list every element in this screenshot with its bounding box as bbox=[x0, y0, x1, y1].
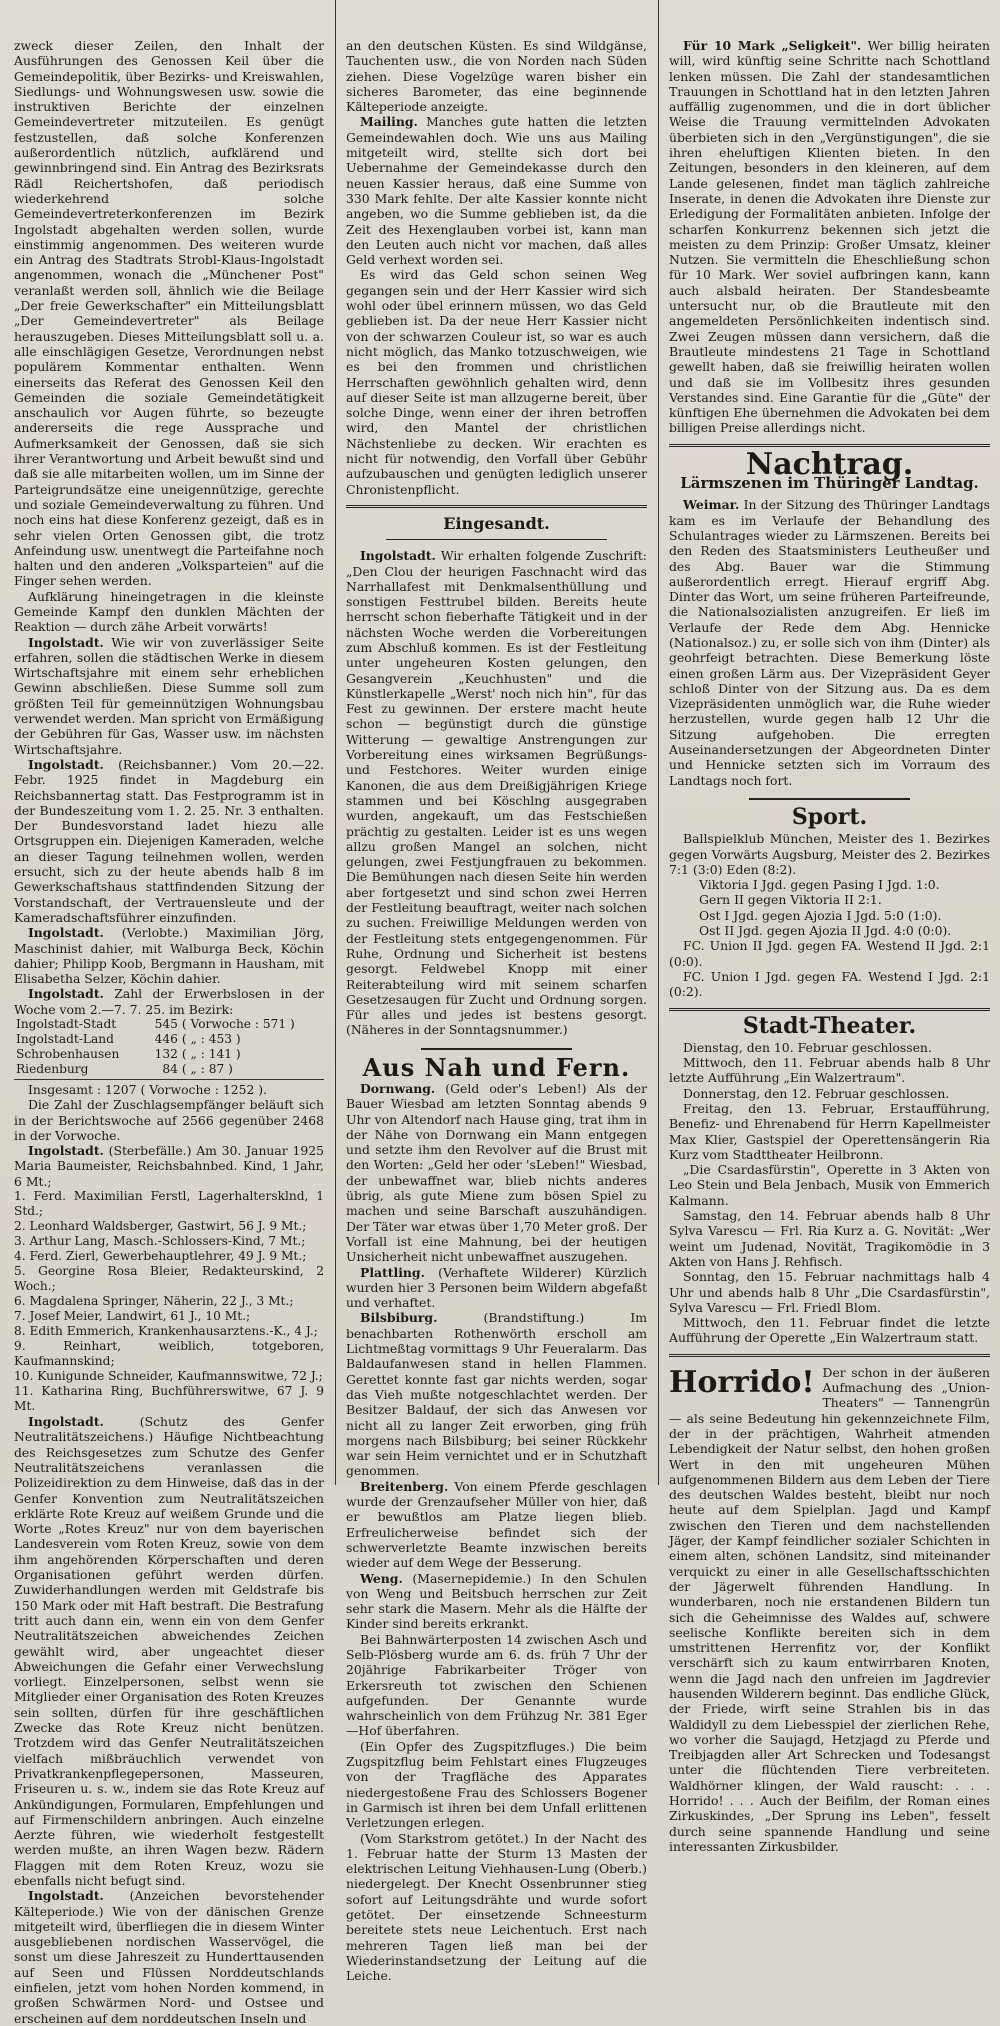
list-item: 8. Edith Emmerich, Krankenhausarztens.-K., 4 J.; bbox=[14, 1324, 318, 1339]
article-lead: Ingolstadt. bbox=[28, 1414, 104, 1430]
section-heading-stadt-theater: Stadt-Theater. bbox=[742, 1012, 917, 1039]
article-lead: Ingolstadt. bbox=[28, 634, 104, 650]
list-item: 4. Ferd. Zierl, Gewerbehauptlehrer, 49 J. 9 Mt.; bbox=[14, 1249, 307, 1264]
section-heading-eingesandt: Eingesandt. bbox=[443, 513, 550, 533]
table-row bbox=[14, 1062, 324, 1077]
article-lead: Plattling. bbox=[360, 1264, 425, 1280]
article-lead: Ingolstadt. bbox=[28, 925, 104, 941]
list-item: Freitag, den 13. Februar, Erstaufführung, Benefiz- und Ehrenabend für Herrn Kapellmeister Max Klier, Gastspiel der Operettensängerin Ria Kurz vom Stadttheater Heilbronn. bbox=[669, 1101, 990, 1162]
table-cell: Ingolstadt-Land bbox=[16, 1032, 114, 1046]
article-text: (Schutz des Genfer Neutralitätszeichens.) Häufige Nichtbeachtung des Reichsgesetzes zum Schutze des Genfer Neutralitätszeichens veranlassen die Polizeidirektion zu dem Hinweise, daß das in der Genfer Konvention zum Neutralitätszeichen erklärte Rote Kreuz auf weißem Grunde und die Worte „Rotes Kreuz" nur von dem bayerischen Landesverein vom Roten Kreuz, sowie von dem ihm angehörenden Körperschaften und deren Organisationen geführt werden dürfen. Zuwiderhandlungen werden mit Geldstrafe bis 150 Mark oder mit Haft bestraft. Die Bestrafung tritt auch dann ein, wenn ein von dem Genfer Neutralitätszeichen abweichendes Zeichen gewählt wird, aber ungeachtet dieser Abweichungen die Gefahr einer Verwechslung vorliegt. Einzelpersonen, selbst wenn sie Mitglieder einer Organisation des Roten Kreuzes sein sollten, dürfen für ihre geschäftlichen Zwecke das Rote Kreuz nicht benützen. Trotzdem wird das Genfer Neutralitätszeichen vielfach mißbräuchlich verwendet von Privatkrankenpflegepersonen, Masseuren, Friseuren u. s. w., indem sie das Rote Kreuz auf Ankündigungen, Formularen, Empfehlungen und auf Firmenschildern anbringen. Auch einzelne Aerzte führen, wie wiederholt festgestellt werden mußte, an ihren Wagen bezw. Rädern Flaggen mit dem Roten Kreuz, wozu sie ebenfalls nicht befugt sind. bbox=[14, 1414, 324, 1888]
article-text: Manches gute hatten die letzten Gemeindewahlen doch. Wie uns aus Mailing mitgeteilt wird, stellte sich dort bei Uebernahme der Gemeindekasse durch den neuen Kassier heraus, daß eine Summe von 330 Mark fehlte. Der alte Kassier konnte nicht angeben, wo die Summe geblieben ist, da die Zeit des Hexenglauben vorbei ist, kann man den Leuten auch nicht vor machen, daß alles Geld verhext worden sei. bbox=[346, 114, 647, 268]
table-row bbox=[14, 1047, 324, 1062]
article-text: Ballspielklub München, Meister des 1. Bezirkes gegen Vorwärts Augsburg, Meister des 2. Bezirkes 7:1 (3:0) Eden (8:2). bbox=[669, 831, 990, 877]
list-item: 1. Ferd. Maximilian Ferstl, Lagerhaltersklnd, 1 Std.; bbox=[14, 1189, 324, 1219]
list-item: 10. Kunigunde Schneider, Kaufmannswitwe, 72 J.; bbox=[14, 1369, 323, 1384]
list-item: 5. Georgine Rosa Bleier, Redakteurskind, 2 Woch.; bbox=[14, 1264, 324, 1294]
article-text: FC. Union I Jgd. gegen FA. Westend I Jgd. 2:1 (0:2). bbox=[669, 968, 990, 1000]
list-item: Samstag, den 14. Februar abends halb 8 Uhr Sylva Varescu — Frl. Ria Kurz a. G. Novität: „Wer weint um Judenad, Novität, Tragikomödie in 3 Akten von Hans J. Rehfisch. bbox=[669, 1208, 990, 1269]
column-right bbox=[658, 0, 1000, 1854]
article-text: Zahl der Erwerbslosen in der Woche vom 2.—7. 7. 25. im Bezirk: bbox=[14, 986, 324, 1017]
article-text: (Vom Starkstrom getötet.) In der Nacht des 1. Februar hatte der Sturm 13 Masten der elektrischen Leitung Viehhausen-Lung (Oberb.) niedergelegt. Der Knecht Ossenbrunner stieg sofort auf Leitungsdrähte und wurde sofort getötet. Der einsetzende Schneesturm bereitete stets neue Leichentuch. Erst nach mehreren Tagen ließ man bei der Wiederinstandsetzung der Leitung auf die Leiche. bbox=[346, 1830, 647, 1984]
article-text: Wer billig heiraten will, wird künftig seine Schritte nach Schottland lenken müssen. Die Zahl der standesamtlichen Trauungen in Schottland hat in den letzten Jahren auffällig zugenommen, und die in dort üblicher Weise die Trauung vermittelnden Advokaten überbieten sich in den „Vergünstigungen", die sie ihren eheluftigen Klienten bieten. In den Zeitungen, besonders in den kleineren, auf dem Lande gelesenen, findet man täglich zahlreiche Inserate, in denen die Advokaten ihre Dienste zur Erledigung der Formalitäten anbieten. Infolge der scharfen Konkurrenz bekennen sich jetzt die meisten zu dem Prinzip: Großer Umsatz, kleiner Nutzen. Sie vermitteln die Eheschließung schon für 10 Mark. Wer soviel aufbringen kann, kann auch alsbald heiraten. Der Standesbeamte untersucht nur, ob die Brautleute mit den angemeldeten Persönlichkeiten indentisch sind. Zwei Zeugen müssen dann versichern, daß die Brautleute mindestens 21 Tage in Schottland gewellt haben, daß sie freiwillig heiraten wollen und daß sie im Vollbesitz ihres gesunden Verstandes sind. Eine Garantie für die „Güte" der künftigen Ehe übernehmen die Advokaten bei dem billigen Preise allerdings nicht. bbox=[669, 38, 990, 436]
article-text: (Reichsbanner.) Vom 20.—22. Febr. 1925 findet in Magdeburg ein Reichsbannertag statt. Das Festprogramm ist in der Bundeszeitung vom 1. 2. 25. Nr. 3 enthalten. Der Bundesvorstand ladet hiezu alle Ortsgruppen ein. Diejenigen Kameraden, welche an dieser Tagung teilnehmen wollen, werden ersucht, sich zu der heute abends halb 8 im Gewerkschaftshaus stattfindenden Sitzung der Vorstandschaft, der Vertrauensleute und der Kameradschaftsführer einzufinden. bbox=[14, 756, 324, 925]
table-cell: 446 bbox=[154, 1032, 178, 1046]
section-heading-nachtrag: Nachtrag. bbox=[745, 446, 914, 482]
table-cell: ( „ : 141 ) bbox=[181, 1047, 241, 1061]
list-item: Donnerstag, den 12. Februar geschlossen. bbox=[683, 1085, 950, 1101]
article-lead: Weng. bbox=[360, 1570, 403, 1586]
table-cell: ( Vorwoche : 571 ) bbox=[181, 1017, 295, 1031]
table-cell: 545 bbox=[154, 1017, 178, 1031]
article-text: zweck dieser Zeilen, den Inhalt der Ausführungen des Genossen Keil über die Gemeindepolitik, über Bezirks- und Kreiswahlen, Siedlungs- und Wohnungswesen usw. sowie die instruktiven Berichte der einzelnen Gemeindevertreter mitzuteilen. Es genügt festzustellen, daß solche Konferenzen außerordentlich nützlich, aufklärend und gewinnbringend sind. Ein Antrag des Bezirksrats Rädl Reichertshofen, daß periodisch wiederkehrend solche Gemeindevertreterkonferenzen im Bezirk Ingolstadt abgehalten werden sollen, wurde einstimmig angenommen. Des weiteren wurde ein Antrag des Stadtrats Strobl-Klaus-Ingolstadt angenommen, wonach die „Münchener Post" veranlaßt werden soll, ähnlich wie die Beilage „Der freie Gewerkschafter" ein Mitteilungsblatt „Der Gemeindevertreter" als Beilage herauszugeben. Dieses Mitteilungsblatt soll u. a. alle einschlägigen Gesetze, Verordnungen nebst populärem Kommentar enthalten. Wenn einerseits das Referat des Genossen Keil den Gemeinden die soziale Gemeindetätigkeit anschaulich vor Augen führte, so bezeugte andererseits die rege Aussprache und Aufmerksamkeit der Genossen, daß sie sich ihrer Verantwortung und Arbeit bewußt sind und daß sie alle mitarbeiten wollen, um im Sinne der Parteigrundsätze eine uneigennützige, gerechte und soziale Gemeindeverwaltung zu führen. Und noch eins hat diese Konferenz gezeigt, daß es in sehr vielen Orten Genossen gibt, die trotz Anfeindung usw. unentwegt die Parteifahne noch halten und den anderen „Volksparteien" auf die Finger sehen werden. bbox=[14, 38, 324, 589]
article-text: Wie wir von zuverlässiger Seite erfahren, sollen die städtischen Werke in diesem Wirtschaftsjahre mit einem sehr erheblichen Gewinn abschließen. Diese Summe soll zum größten Teil für gemeinnützigen Wohnungsbau verwendet werden. Man spricht von Ermäßigung der Gebühren für Gas, Wasser usw. im nächsten Wirtschaftsjahre. bbox=[14, 634, 324, 757]
article-text: (Geld oder's Leben!) Als der Bauer Wiesbad am letzten Sonntag abends 9 Uhr von Altendorf nach Hause ging, trat ihm in der Nähe von Dornwang ein Mann entgegen und setzte ihm den Revolver auf die Brust mit den Worten: „Geld her oder 'sLeben!" Wiesbad, der unbewaffnet war, blieb nichts anderes übrig, als gute Miene zum bösen Spiel zu machen und seine Barschaft auszuhändigen. Der Täter war etwas über 1,70 Meter groß. Der Vorfall ist eine Mahnung, bei der heutigen Unsicherheit nicht unbewaffnet auszugehen. bbox=[346, 1081, 647, 1265]
article-text: Bei Bahnwärterposten 14 zwischen Asch und Selb-Plösberg wurde am 6. ds. früh 7 Uhr der 20jährige Fabrikarbeiter Tröger von Erkersreuth tot zwischen den Schienen aufgefunden. Der Genannte wurde wahrscheinlich von dem Frühzug Nr. 381 Eger—Hof überfahren. bbox=[346, 1631, 647, 1739]
list-item: 2. Leonhard Waldsberger, Gastwirt, 56 J. 9 Mt.; bbox=[14, 1219, 307, 1234]
article-text: (Ein Opfer des Zugspitzfluges.) Die beim Zugspitzflug beim Fehlstart eines Flugzeuges von der Tragfläche des Apparates niedergestoßene Frau des Schlossers Bogener in Garmisch ist ihren bei dem Unfall erlittenen Verletzungen erlegen. bbox=[346, 1738, 647, 1831]
article-text: Aufklärung hineingetragen in die kleinste Gemeinde Kampf den dunklen Mächten der Reaktion — durch zähe Arbeit vorwärts! bbox=[14, 588, 324, 635]
article-lead: Ingolstadt. bbox=[360, 548, 436, 564]
table-cell: Riedenburg bbox=[16, 1062, 89, 1076]
list-item: Viktoria I Jgd. gegen Pasing I Jgd. 1:0. bbox=[699, 877, 940, 893]
article-text: In der Sitzung des Thüringer Landtags kam es im Verlaufe der Behandlung des Schulantrages wieder zu Lärmszenen. Bereits bei den Reden des Staatsministers Leutheußer und des Abg. Bauer war die Stimmung außerordentlich erregt. Hierauf ergriff Abg. Dinter das Wort, um seine früheren Parteifreunde, die Nationalsozialisten anzugreifen. Er ließ im Verlaufe der Rede dem Abg. Hennicke (Nationalsoz.) zu, er solle sich von ihm (Dinter) als geohrfeigt betrachten. Diese Bemerkung löste einen großen Lärm aus. Der Vizepräsident Geyer schloß Dinter von der Sitzung aus. Da es dem Vizepräsidenten unmöglich war, die Ruhe wieder herzustellen, wurde gegen halb 12 Uhr die Sitzung aufgehoben. Die erregten Auseinandersetzungen der Abgeordneten Dinter und Hennicke setzten sich im Vorraum des Landtags noch fort. bbox=[669, 497, 990, 788]
table-row bbox=[14, 1017, 324, 1032]
section-heading-aus-nah-und-fern: Aus Nah und Fern. bbox=[362, 1052, 631, 1082]
table-cell: ( „ : 453 ) bbox=[181, 1032, 241, 1046]
table-row bbox=[14, 1032, 324, 1047]
table-cell: Schrobenhausen bbox=[16, 1047, 120, 1061]
list-item: 11. Katharina Ring, Buchführerswitwe, 67 J. 9 Mt. bbox=[14, 1384, 324, 1414]
section-divider bbox=[749, 798, 910, 800]
article-lead: Ingolstadt. bbox=[28, 756, 104, 772]
table-cell: Ingolstadt-Stadt bbox=[16, 1017, 117, 1031]
article-text: FC. Union II Jgd. gegen FA. Westend II Jgd. 2:1 (0:0). bbox=[669, 938, 990, 969]
section-divider bbox=[669, 1354, 990, 1357]
article-text: Es wird das Geld schon seinen Weg gegangen sein und der Herr Kassier wird sich wohl oder übel erinnern müssen, wo das Geld geblieben ist. Da der neue Herr Kassier nicht von der schwarzen Couleur ist, so war es auch nicht möglich, das Manko totzuschweigen, wie es bei den frommen und christlichen Herrschaften gewöhnlich gehalten wird, denn auf dieser Seite ist man allzugerne bereit, über solche Dinge, wenn einer der ihren betroffen wird, den Mantel der christlichen Nächstenliebe zu decken. Wir erachten es nicht für notwendig, den Vorfall über Gebühr aufzubauschen und genügten lediglich unserer Chronistenpflicht. bbox=[346, 267, 647, 497]
section-divider bbox=[669, 1008, 990, 1011]
list-item: Dienstag, den 10. Februar geschlossen. bbox=[683, 1039, 932, 1055]
article-lead: Mailing. bbox=[360, 114, 418, 130]
article-text: Wir erhalten folgende Zuschrift: „Den Clou der heurigen Faschnacht wird das Narrhallafest mit Denkmalsenthüllung und sonstigen Festtrubel bilden. Bereits heute herrscht schon fieberhafte Tätigkeit und in der nächsten Woche werden die Vorbereitungen zum Abschluß kommen. Es ist der Festleitung unter ungeheuren Kosten gelungen, den Gesangverein „Keuchhusten" und die Künstlerkapelle „Werst' noch nich hin", für das Fest zu gewinnen. Der erstere macht heute schon — begünstigt durch die günstige Witterung — gewaltige Anstrengungen zur Vorbereitung eines wirksamen Begrüßungs- und Festchores. Weiter wurden einige Kanonen, die aus dem Dreißigjährigen Kriege stammen und bei Köschlng ausgegraben wurden, angekauft, um das Festschießen prächtig zu gestalten. Leider ist es uns wegen allzu großen Mangel an solchen, nicht gelungen, zwei Festjungfrauen zu bekommen. Die Bemühungen nach diesen Seite hin werden aber fortgesetzt und sind schon zwei Herren der Festleitung beauftragt, weiter nach solchen zu suchen. Freiwillige Meldungen werden von der Festleitung stets entgegengenommen. Für Ruhe, Ordnung und Sicherheit ist bestens gesorgt. Feldwebel Knopp mit einer Reiterabteilung wird mit seinem scharfen Gesetzesaugen für Zucht und Ordnung sorgen. Für alles und jedes ist bestens gesorgt. (Näheres in der Sonntagsnummer.) bbox=[346, 548, 647, 1038]
list-item: Gern II gegen Viktoria II 2:1. bbox=[699, 892, 882, 908]
article-text: Von einem Pferde geschlagen wurde der Grenzaufseher Müller von hier, daß er bewußtlos am Platze liegen blieb. Erfreulicherweise befindet sich der schwerverletzte Beamte inzwischen bereits wieder auf dem Wege der Besserung. bbox=[346, 1478, 647, 1571]
horrido-article bbox=[669, 1365, 990, 1855]
article-lead: Ingolstadt. bbox=[28, 1143, 104, 1159]
article-lead: Für 10 Mark „Seligkeit". bbox=[683, 38, 862, 53]
article-text: (Verlobte.) Maximilian Jörg, Maschinist dahier, mit Walburga Beck, Köchin dahier; Philipp Koob, Bergmann in Hausham, mit Elisabetha Selzer, Köchin dahier. bbox=[14, 925, 324, 987]
list-item: Sonntag, den 15. Februar nachmittags halb 4 Uhr und abends halb 8 Uhr „Die Csardasfürstin", Sylva Varescu — Frl. Friedl Blom. bbox=[669, 1269, 990, 1315]
section-divider bbox=[421, 1048, 572, 1050]
heading-underline bbox=[386, 539, 607, 540]
section-heading-sport: Sport. bbox=[791, 803, 868, 830]
article-lead: Bilsbiburg. bbox=[360, 1310, 438, 1326]
section-subheading: Lärmszenen im Thüringer Landtag. bbox=[680, 474, 979, 493]
table-cell: ( „ : 87 ) bbox=[181, 1062, 233, 1076]
horrido-heading: Horrido! bbox=[669, 1364, 815, 1400]
column-left bbox=[4, 0, 334, 2026]
list-item: 7. Josef Meier, Landwirt, 61 J., 10 Mt.; bbox=[14, 1309, 251, 1324]
column-middle bbox=[335, 0, 657, 1984]
list-item: 9. Reinhart, weiblich, totgeboren, Kaufmannskind; bbox=[14, 1339, 324, 1369]
section-divider bbox=[346, 505, 647, 508]
list-item: 6. Magdalena Springer, Näherin, 22 J., 3 Mt.; bbox=[14, 1294, 294, 1309]
article-text: Die Zahl der Zuschlagsempfänger beläuft sich in der Berichtswoche auf 2566 gegenüber 2468 in der Vorwoche. bbox=[14, 1097, 324, 1143]
article-text: an den deutschen Küsten. Es sind Wildgänse, Tauchenten usw., die von Norden nach Süden ziehen. Diese Vogelzüge waren bisher ein sicheres Barometer, das eine beginnende Kälteperiode anzeigte. bbox=[346, 38, 647, 115]
unemployment-table bbox=[14, 1017, 324, 1077]
article-lead: Ingolstadt. bbox=[28, 986, 104, 1002]
list-item: Mittwoch, den 11. Februar abends halb 8 Uhr letzte Aufführung „Ein Walzertraum". bbox=[669, 1055, 990, 1086]
list-item: Ost I Jgd. gegen Ajozia I Jgd. 5:0 (1:0). bbox=[699, 907, 942, 923]
article-text: (Verhaftete Wilderer) Kürzlich wurden hier 3 Personen beim Wildern abgefaßt und verhaftet. bbox=[346, 1264, 647, 1311]
table-cell: 132 bbox=[154, 1047, 178, 1061]
article-text: Der schon in der äußeren Aufmachung des „Union-Theaters" — Tannengrün — als seine Bedeutung hin gekennzeichnete Film, der in der prächtigen, Wahrheit atmenden Lebendigkeit der Natur selbst, den hohen großen Wert in den mit ungeheuren Mühen aufgenommenen Bildern aus dem Leben der Tiere des deutschen Waldes besteht, bleibt nur noch heute auf dem Spielplan. Jagd und Kampf zwischen den Tieren und dem nachstellenden Jäger, der Kampf feindlicher sozialer Schichten in einem alten, schönen Landsitz, sind miteinander verquickt zu einer in alle Gesellschaftsschichten der Jägerwelt führenden Handlung. In wunderbaren, noch nie erstandenen Bildern tun sich die Geheimnisse des Waldes auf, schwere seelische Konflikte bereiten sich in dem umstrittenen Herrenfitz vor, der Konflikt verschärft sich zu kaum entwirrbaren Knoten, wenn die Jagd nach den unfreien im Jagdrevier hausenden Wilderern beginnt. Das endliche Glück, der Friede, wirft seine Strahlen bis in das Waldidyll zu dem Liebesspiel der zierlichen Rehe, wo vorher die Saujagd, Hetzjagd zu Pferde und Treibjagden aller Art Schrecken und Todesangst unter die flüchtenden Tiere verbreiteten. Waldhörner klingen, der Wald rauscht: . . . Horrido! . . . Auch der Beifilm, der Roman eines Zirkuskindes, „Der Sprung ins Leben", fesselt durch seine spannende Handlung und seine interessanten Zirkusbilder. bbox=[669, 1364, 990, 1854]
article-lead: Breitenberg. bbox=[360, 1478, 449, 1494]
article-text: (Sterbefälle.) Am 30. Januar 1925 Maria Baumeister, Reichsbahnbed. Kind, 1 Jahr, 6 Mt.; bbox=[14, 1143, 324, 1189]
article-lead: Dornwang. bbox=[360, 1081, 436, 1096]
list-item: 3. Arthur Lang, Masch.-Schlossers-Kind, 7 Mt.; bbox=[14, 1234, 306, 1249]
table-cell: 84 bbox=[162, 1062, 178, 1076]
article-lead: Weimar. bbox=[683, 497, 740, 513]
stats-total: Insgesamt : 1207 ( Vorwoche : 1252 ). bbox=[28, 1082, 268, 1097]
article-text: (Masernepidemie.) In den Schulen von Weng und Beitsbuch herrschen zur Zeit sehr stark die Masern. Mehr als die Hälfte der Kinder sind bereits erkrankt. bbox=[346, 1570, 647, 1632]
deaths-list bbox=[14, 1189, 324, 1414]
list-item: Mittwoch, den 11. Februar findet die letzte Aufführung der Operette „Ein Walzertraum statt. bbox=[669, 1315, 990, 1346]
list-item: Ost II Jgd. gegen Ajozia II Jgd. 4:0 (0:0). bbox=[699, 923, 952, 939]
article-text: (Brandstiftung.) Im benachbarten Rothenwörth erscholl am Lichtmeßtag vormittags 9 Uhr Feueralarm. Das Baldaufanwesen stand in hellen Flammen. Gerettet konnte fast gar nichts werden, sogar das Vieh mußte notgeschlachtet werden. Der Besitzer Baldauf, der sich das Anwesen vor nicht all zu langer Zeit erworben, ging früh morgens nach Bilsbiburg; bei seiner Rückkehr war sein Heim vernichtet und er in Schutzhaft genommen. bbox=[346, 1310, 647, 1479]
list-item: „Die Csardasfürstin", Operette in 3 Akten von Leo Stein und Bela Jenbach, Musik von Emmerich Kalmann. bbox=[669, 1162, 990, 1208]
article-lead: Ingolstadt. bbox=[28, 1888, 104, 1904]
article-text: (Anzeichen bevorstehender Kälteperiode.) Wie von der dänischen Grenze mitgeteilt wird, überfliegen die in diesem Winter ausgebliebenen nordischen Wasservögel, die sonst um diese Jahreszeit zu Hunderttausenden auf Seen und Flüssen Norddeutschlands einfielen, jetzt vom hohen Norden kommend, in großen Schwärmen Nord- und Ostsee und erscheinen auf dem norddeutschen Inseln und bbox=[14, 1888, 324, 2026]
